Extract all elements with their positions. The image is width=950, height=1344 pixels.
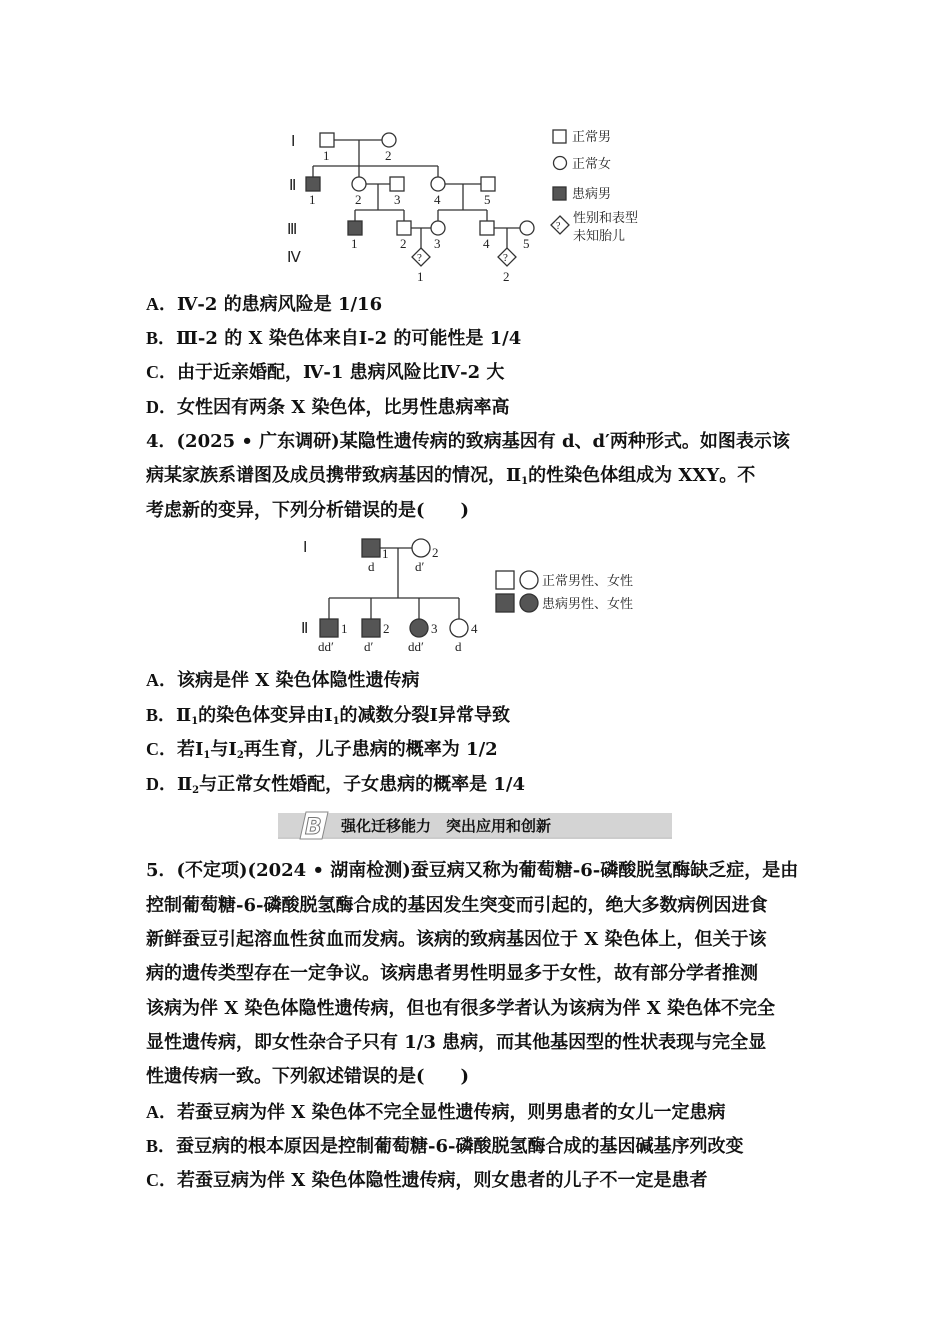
legend-unknown-mark: ? — [556, 221, 561, 232]
q4-stem-line-1: 4．(2025 • 广东调研)某隐性遗传病的致病基因有 d、d′两种形式。如图表示该 — [146, 431, 790, 452]
legend2-affected-female-shape — [520, 594, 538, 612]
pedigree1-III4-normal-male — [480, 221, 494, 235]
legend-unknown-text-1: 性别和表型 — [573, 211, 639, 226]
pedigree1-II5-label: 5 — [484, 192, 491, 207]
q5-stem-line-7: 性遗传病一致。下列叙述错误的是( ) — [146, 1066, 470, 1087]
pedigree2-I2-label: 2 — [432, 545, 439, 560]
pedigree2-I1-label: 1 — [382, 546, 389, 561]
legend-normal-male-text: 正常男 — [572, 130, 612, 145]
pedigree1-IV1-label: 1 — [417, 269, 424, 284]
pedigree1-III4-label: 4 — [483, 236, 490, 251]
pedigree1-I2-label: 2 — [385, 148, 392, 163]
legend2-normal-male-shape — [496, 571, 514, 589]
pedigree1-III1-label: 1 — [351, 236, 358, 251]
pedigree2-II1-label: 1 — [341, 621, 348, 636]
pedigree1-IV2-label: 2 — [503, 269, 510, 284]
pedigree1-gen-IV: Ⅳ — [287, 250, 301, 266]
q5-stem-line-1: 5．(不定项)(2024 • 湖南检测)蚕豆病又称为葡萄糖-6-磷酸脱氢酶缺乏症，是由 — [146, 860, 799, 881]
q4-stem-line-3: 考虑新的变异，下列分析错误的是( ) — [146, 500, 470, 521]
pedigree-chart-2 — [296, 530, 656, 658]
legend-normal-female-shape — [554, 157, 567, 170]
pedigree2-II2-gene: d′ — [364, 639, 374, 654]
legend-normal-male-shape — [553, 130, 566, 143]
section-banner-text: 强化迁移能力 突出应用和创新 — [341, 817, 552, 835]
pedigree1-III5-normal-female — [520, 221, 534, 235]
pedigree1-III5-label: 5 — [523, 236, 530, 251]
pedigree1-II4-label: 4 — [434, 192, 441, 207]
pedigree1-I2-normal-female — [382, 133, 396, 147]
pedigree1-II1-label: 1 — [309, 192, 316, 207]
legend-normal-female-text: 正常女 — [572, 157, 612, 172]
q4-stem-line-2: 病某家族系谱图及成员携带致病基因的情况，$Ⅱ_1$的性染色体组成为 XXY。不 — [146, 465, 756, 487]
q5-stem-line-3: 新鲜蚕豆引起溶血性贫血而发病。该病的致病基因位于 X 染色体上，但关于该 — [146, 929, 767, 950]
pedigree2-II4-gene: d — [455, 639, 462, 654]
pedigree1-II3-label: 3 — [394, 192, 401, 207]
legend2-normal-female-shape — [520, 571, 538, 589]
q5-option-c[interactable]: C．若蚕豆病为伴 X 染色体隐性遗传病，则女患者的儿子不一定是患者 — [146, 1170, 708, 1191]
pedigree1-IV2-mark: ? — [503, 252, 508, 264]
legend-affected-male-shape — [553, 187, 566, 200]
pedigree1-II4-normal-female — [431, 177, 445, 191]
pedigree2-I2-gene: d′ — [415, 559, 425, 574]
q4-option-c[interactable]: C．若$Ⅰ_1$与$Ⅰ_2$再生育，儿子患病的概率为 1/2 — [146, 739, 498, 761]
pedigree2-II4-normal-female — [450, 619, 468, 637]
pedigree2-gen-I: Ⅰ — [303, 540, 308, 556]
q5-stem-line-2: 控制葡萄糖-6-磷酸脱氢酶合成的基因发生突变而引起的，绝大多数病例因进食 — [146, 895, 768, 916]
legend-affected-male-text: 患病男 — [572, 187, 612, 202]
pedigree1-I1-label: 1 — [323, 148, 330, 163]
legend2-affected-male-shape — [496, 594, 514, 612]
pedigree1-III3-normal-female — [431, 221, 445, 235]
section-banner — [278, 809, 673, 843]
pedigree2-II3-gene: dd′ — [408, 639, 424, 654]
pedigree1-gen-II: Ⅱ — [289, 178, 297, 194]
pedigree1-II5-normal-male — [481, 177, 495, 191]
pedigree1-II1-affected-male — [306, 177, 320, 191]
pedigree-chart-1 — [280, 122, 660, 290]
pedigree1-III2-label: 2 — [400, 236, 407, 251]
q3-option-a[interactable]: A．Ⅳ-2 的患病风险是 1/16 — [146, 294, 383, 315]
pedigree2-II2-label: 2 — [383, 621, 390, 636]
legend2-normal-text: 正常男性、女性 — [542, 574, 634, 589]
q3-option-b[interactable]: B．Ⅲ-2 的 X 染色体来自Ⅰ-2 的可能性是 1/4 — [146, 328, 522, 349]
pedigree2-I1-affected-male — [362, 539, 380, 557]
legend-unknown-text-2: 未知胎儿 — [573, 229, 626, 244]
q5-stem-line-5: 该病为伴 X 染色体隐性遗传病，但也有很多学者认为该病为伴 X 染色体不完全 — [146, 998, 775, 1019]
pedigree2-II4-label: 4 — [471, 621, 478, 636]
q3-option-c[interactable]: C．由于近亲婚配，Ⅳ-1 患病风险比Ⅳ-2 大 — [146, 362, 505, 383]
q4-option-d[interactable]: D．$Ⅱ_2$与正常女性婚配，子女患病的概率是 1/4 — [146, 774, 526, 796]
pedigree1-II2-normal-female — [352, 177, 366, 191]
q5-stem-line-4: 病的遗传类型存在一定争议。该病患者男性明显多于女性，故有部分学者推测 — [146, 963, 758, 984]
pedigree2-I2-normal-female — [412, 539, 430, 557]
pedigree1-III3-label: 3 — [434, 236, 441, 251]
pedigree1-I1-normal-male — [320, 133, 334, 147]
section-badge-letter: B — [305, 815, 322, 840]
q5-option-a[interactable]: A．若蚕豆病为伴 X 染色体不完全显性遗传病，则男患者的女儿一定患病 — [146, 1102, 726, 1123]
q4-option-b[interactable]: B．$Ⅱ_1$的染色体变异由$Ⅰ_1$的减数分裂Ⅰ异常导致 — [146, 705, 510, 727]
q4-option-a[interactable]: A．该病是伴 X 染色体隐性遗传病 — [146, 670, 420, 691]
pedigree1-gen-III: Ⅲ — [287, 222, 298, 238]
pedigree2-II3-affected-female — [410, 619, 428, 637]
pedigree1-II2-label: 2 — [355, 192, 362, 207]
pedigree2-I1-gene: d — [368, 559, 375, 574]
pedigree1-IV1-mark: ? — [417, 252, 422, 264]
q5-option-b[interactable]: B．蚕豆病的根本原因是控制葡萄糖-6-磷酸脱氢酶合成的基因碱基序列改变 — [146, 1136, 744, 1157]
legend2-affected-text: 患病男性、女性 — [542, 597, 634, 612]
pedigree1-gen-I: Ⅰ — [291, 134, 296, 150]
pedigree2-gen-II: Ⅱ — [301, 621, 309, 637]
pedigree1-III2-normal-male — [397, 221, 411, 235]
pedigree2-II1-affected-male — [320, 619, 338, 637]
pedigree2-II1-gene: dd′ — [318, 639, 334, 654]
q3-option-d[interactable]: D．女性因有两条 X 染色体，比男性患病率高 — [146, 397, 510, 418]
pedigree1-II3-normal-male — [390, 177, 404, 191]
pedigree1-III1-affected-male — [348, 221, 362, 235]
q5-stem-line-6: 显性遗传病，即女性杂合子只有 1/3 患病，而其他基因型的性状表现与完全显 — [146, 1032, 767, 1053]
pedigree2-II3-label: 3 — [431, 621, 438, 636]
pedigree2-II2-affected-male — [362, 619, 380, 637]
